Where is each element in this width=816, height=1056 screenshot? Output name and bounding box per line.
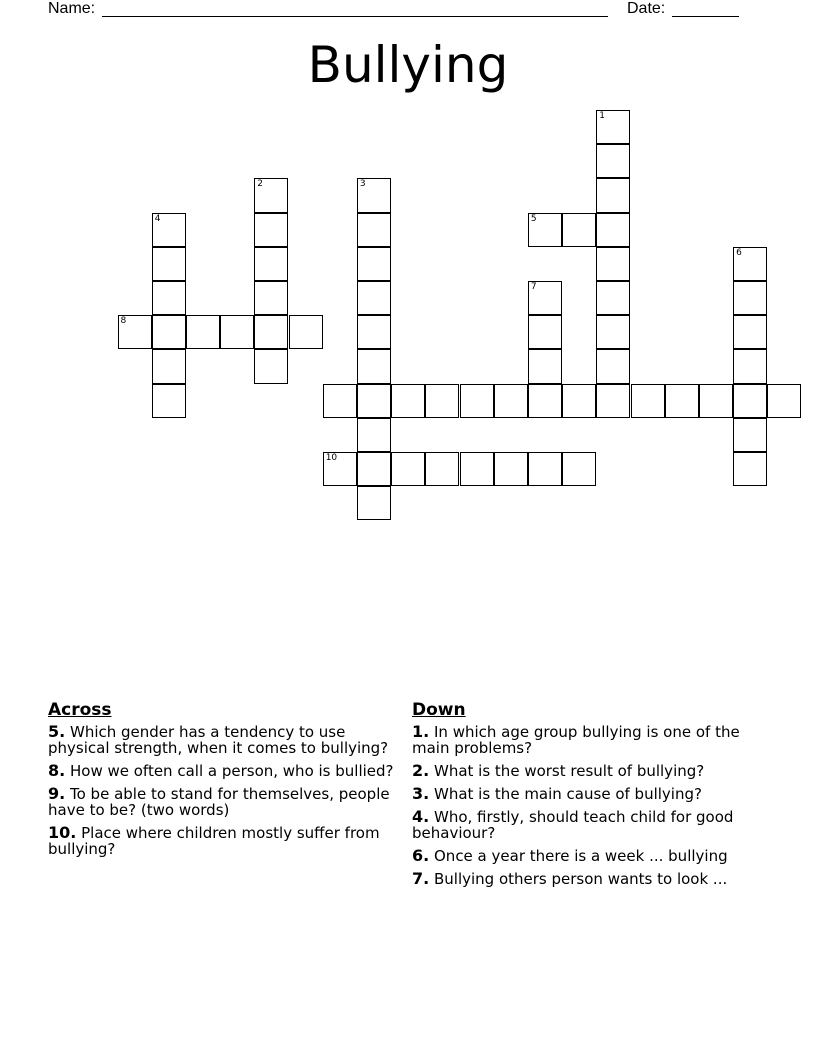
clue-text: In which age group bullying is one of the main problems? <box>412 723 740 757</box>
crossword-cell[interactable] <box>596 349 630 383</box>
crossword-cell[interactable] <box>357 418 391 452</box>
crossword-cell[interactable] <box>220 315 254 349</box>
crossword-cell[interactable] <box>152 315 186 349</box>
crossword-cell[interactable] <box>596 315 630 349</box>
down-clues <box>412 700 762 894</box>
crossword-cell[interactable] <box>186 315 220 349</box>
crossword-cell[interactable] <box>528 452 562 486</box>
clue-text: To be able to stand for themselves, people have to be? (two words) <box>48 785 390 819</box>
crossword-cell[interactable] <box>562 384 596 418</box>
down-clue <box>412 809 762 841</box>
crossword-cell[interactable] <box>562 213 596 247</box>
crossword-cell[interactable] <box>357 247 391 281</box>
crossword-cell[interactable] <box>631 384 665 418</box>
clue-text: Who, firstly, should teach child for good behaviour? <box>412 808 734 842</box>
crossword-cell[interactable] <box>391 452 425 486</box>
across-clue <box>48 724 398 756</box>
crossword-cell[interactable] <box>494 452 528 486</box>
crossword-cell[interactable] <box>152 247 186 281</box>
down-clue <box>412 848 762 864</box>
clue-text: Place where children mostly suffer from bullying? <box>48 824 380 858</box>
crossword-cell[interactable] <box>733 247 767 281</box>
crossword-cell[interactable] <box>460 452 494 486</box>
clue-text: How we often call a person, who is bullied? <box>70 762 394 780</box>
crossword-cell[interactable] <box>254 349 288 383</box>
crossword-cell[interactable] <box>596 178 630 212</box>
across-clue <box>48 825 398 857</box>
clue-number: 1 <box>599 111 606 121</box>
clue-number-label: 2. <box>412 761 430 780</box>
crossword-cell[interactable] <box>357 281 391 315</box>
crossword-cell[interactable] <box>357 452 391 486</box>
clue-number: 7 <box>530 282 537 292</box>
across-clue <box>48 786 398 818</box>
crossword-cell[interactable] <box>528 349 562 383</box>
crossword-cell[interactable] <box>528 281 562 315</box>
clue-number-label: 10. <box>48 823 77 842</box>
date-label: Date: <box>627 0 666 17</box>
down-clue <box>412 871 762 887</box>
clue-number-label: 6. <box>412 846 430 865</box>
crossword-cell[interactable] <box>254 213 288 247</box>
clue-number-label: 9. <box>48 784 66 803</box>
across-clues <box>48 700 398 864</box>
across-clue-list <box>48 724 398 857</box>
crossword-cell[interactable] <box>357 178 391 212</box>
crossword-cell[interactable] <box>665 384 699 418</box>
crossword-cell[interactable] <box>254 315 288 349</box>
clue-text: Bullying others person wants to look ... <box>434 870 728 888</box>
clue-number-label: 7. <box>412 869 430 888</box>
clue-number: 8 <box>120 316 127 327</box>
across-clue <box>48 763 398 779</box>
crossword-cell[interactable] <box>152 384 186 418</box>
crossword-cell[interactable] <box>596 281 630 315</box>
crossword-cell[interactable] <box>357 384 391 418</box>
crossword-cell[interactable] <box>357 486 391 520</box>
crossword-cell[interactable] <box>254 281 288 315</box>
clue-number: 2 <box>257 179 264 190</box>
crossword-cell[interactable] <box>767 384 801 418</box>
crossword-cell[interactable] <box>733 315 767 349</box>
crossword-cell[interactable] <box>425 384 459 418</box>
crossword-cell[interactable] <box>528 315 562 349</box>
crossword-cell[interactable] <box>425 452 459 486</box>
down-clue-list <box>412 724 762 887</box>
crossword-cell[interactable] <box>460 384 494 418</box>
page-title: Bullying <box>307 36 509 94</box>
clue-text: What is the worst result of bullying? <box>434 762 705 780</box>
crossword-cell[interactable] <box>494 384 528 418</box>
crossword-cell[interactable] <box>254 247 288 281</box>
worksheet-header <box>48 0 748 20</box>
down-heading: Down <box>412 700 466 720</box>
clue-number-label: 5. <box>48 722 66 741</box>
crossword-cell[interactable] <box>118 315 152 349</box>
crossword-cell[interactable] <box>596 384 630 418</box>
crossword-cell[interactable] <box>289 315 323 349</box>
name-label: Name: <box>48 0 96 17</box>
down-clue <box>412 786 762 802</box>
crossword-cell[interactable] <box>357 349 391 383</box>
clue-number: 4 <box>154 213 161 224</box>
clue-text: Which gender has a tendency to use physical strength, when it comes to bullying? <box>48 723 389 757</box>
down-clue <box>412 763 762 779</box>
name-blank-line[interactable] <box>102 0 608 17</box>
crossword-cell[interactable] <box>323 384 357 418</box>
crossword-cell[interactable] <box>357 213 391 247</box>
clue-text: What is the main cause of bullying? <box>434 785 702 803</box>
date-blank-line[interactable] <box>672 0 739 17</box>
clue-number: 3 <box>359 179 366 190</box>
crossword-cell[interactable] <box>596 110 630 144</box>
clue-number-label: 4. <box>412 807 430 826</box>
clue-number: 10 <box>325 453 338 463</box>
clue-number-label: 3. <box>412 784 430 803</box>
clue-number-label: 1. <box>412 722 430 741</box>
crossword-cell[interactable] <box>733 418 767 452</box>
crossword-cell[interactable] <box>152 281 186 315</box>
crossword-cell[interactable] <box>699 384 733 418</box>
crossword-cell[interactable] <box>733 349 767 383</box>
crossword-cell[interactable] <box>323 452 357 486</box>
down-clue <box>412 724 762 756</box>
clue-number: 5 <box>530 213 537 224</box>
clue-number-label: 8. <box>48 761 66 780</box>
crossword-cell[interactable] <box>562 452 596 486</box>
crossword-cell[interactable] <box>596 144 630 178</box>
clue-text: Once a year there is a week ... bullying <box>434 847 728 865</box>
crossword-cell[interactable] <box>391 384 425 418</box>
crossword-cell[interactable] <box>357 315 391 349</box>
crossword-cell[interactable] <box>596 247 630 281</box>
across-heading: Across <box>48 700 112 720</box>
crossword-cell[interactable] <box>733 384 767 418</box>
crossword-cell[interactable] <box>733 281 767 315</box>
clue-number: 6 <box>736 247 742 258</box>
crossword-cell[interactable] <box>254 178 288 212</box>
crossword-cell[interactable] <box>152 349 186 383</box>
crossword-cell[interactable] <box>528 384 562 418</box>
crossword-cell[interactable] <box>733 452 767 486</box>
crossword-cell[interactable] <box>596 213 630 247</box>
crossword-cell[interactable] <box>152 213 186 247</box>
crossword-cell[interactable] <box>528 213 562 247</box>
